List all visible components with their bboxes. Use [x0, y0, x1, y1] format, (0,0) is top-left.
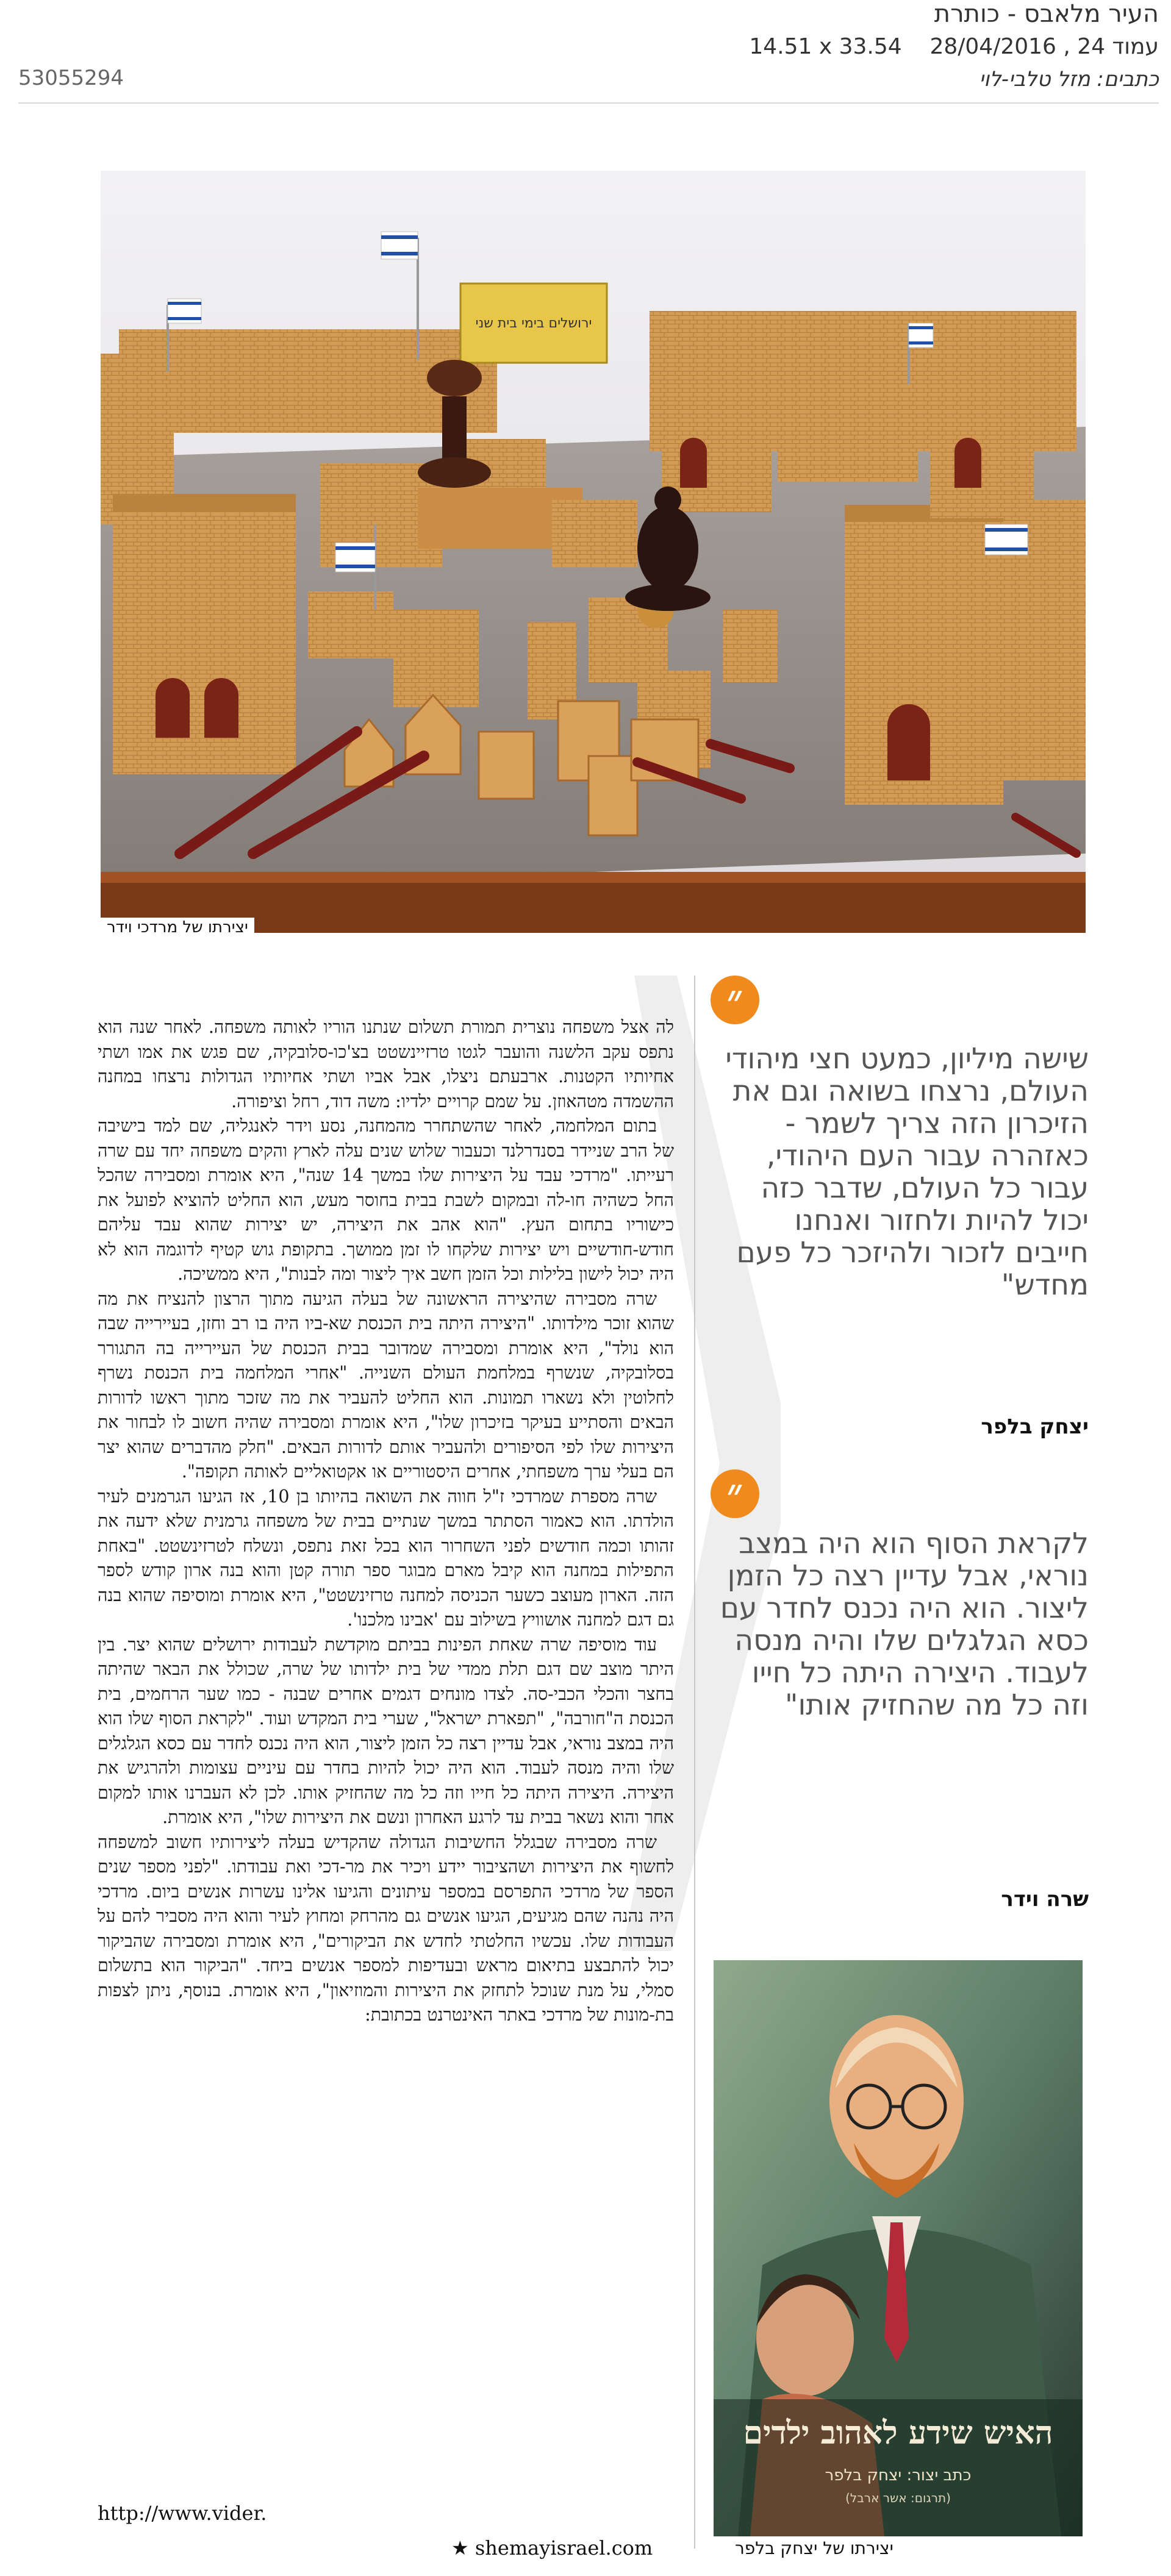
- book-subtitle-2: (תרגום: אשר ארבל): [845, 2491, 951, 2505]
- pull-quote-author: שרה וידר: [1001, 1887, 1089, 1911]
- paragraph: בתום המלחמה, לאחר שהשתחרר מהמחנה, נסע וידר לאנגליה, שם למד בישיבה של הרב שניידר בסנדרלנד וכעבור שלוש שנים עלה לארץ והקים משפחה יחד עם שרה רעייתו. "מרדכי עבד על היצירות שלו במשך 14 שנה", היא אומרת ומסבירה שהכל החל כשהיה חו-לה ובמקום לשבת בבית בחוסר מעש, הוא החליט להוציא לפועל את כישוריו בתחום העץ. "הוא אהב את היצירה, יש יצירות שהוא עבד עליהם חודש-חודשיים ויש יצירות שלקחו לו זמן ממושך. בתקופת גוש קטיף לדוגמה הוא לא היה יכול לישון בלילות וכל הזמן חשב איך ליצור ומה לבנות", היא ממשיכה.: [98, 1116, 674, 1284]
- book-caption: יצירתו של יצחק בלפר: [735, 2538, 893, 2558]
- paragraph: לה אצל משפחה נוצרית תמורת תשלום שנתנו הוריו לאותה משפחה. לאחר שנה הוא נתפס עקב הלשנה והועבר לגטו טרזיינשטט בצ'כו-סלובקיה, שם פגש את אמו ושתי אחיותיו הקטנות. ארבעתם ניצלו, אבל אביו ושתי אחיותיו הגדולות נרצחו במחנה ההשמדה מטהאוזן. על שמם קרויים ילדיו: משה דוד, רחל וציפורה.: [98, 1017, 674, 1111]
- source-site: ★ shemayisrael.com: [451, 2536, 653, 2560]
- page-and-date: [749, 34, 1159, 59]
- header-divider: [18, 102, 1159, 104]
- paragraph: עוד מוסיפה שרה שאחת הפינות בביתם מוקדשת לעבודות ירושלים שהוא יצר. בין היתר מוצב שם דגם תלת ממדי של בית ילדותו של שרה, שכולל את הבאר שהיתה בחצר והכלי הכבי-סה. לצדו מונחים דגמים אחרים שבנה - כמו שער הרחמים, בית הכנסת ה"חורבה", "תפארת ישראל", שערי בית המקדש ועוד. "לקראת הסוף שלו הוא היה במצב נוראי, אבל עדיין רצה כל הזמן ליצור, הוא היה נכנס לחדר עם כסא הגלגלים שלו והיה מנסה לעבוד. הוא היה יכול להיות בחדר עם עיניים עצומות ולהרגיש את היצירה. היצירה היתה כל חייו וזה כל מה שהחזיק אותו. לכן לא העברנו אותו למקום אחר והוא נשאר בבית עד לרגע האחרון ונשם את היצירות שלו", היא אומרת.: [98, 1634, 674, 1827]
- pull-quote-text: לקראת הסוף הוא היה במצב נוראי, אבל עדיין רצה כל הזמן ליצור. הוא היה נכנס לחדר עם כסא הגלגלים שלו והיה מנסה לעבוד. היצירה היתה כל חייו וזה כל מה שהחזיק אותו": [720, 1527, 1089, 1722]
- book-cover-image: [714, 1960, 1083, 2536]
- book-title: האיש שידע לאהוב ילדים: [743, 2414, 1053, 2452]
- photo-caption: יצירתו של מרדכי וידר: [101, 918, 254, 937]
- website-url[interactable]: http://www.vider.: [98, 2502, 267, 2525]
- reporters: כתבים: מזל טלבי-לוי: [979, 67, 1159, 91]
- page-date: עמוד 24 , 28/04/2016: [929, 34, 1159, 59]
- quote-mark-icon: ״: [711, 976, 759, 1024]
- doc-id: 53055294: [18, 66, 124, 90]
- paragraph: שרה מסבירה שבגלל החשיבות הגדולה שהקדיש בעלה ליצירותיו חשוב למשפחה לחשוף את היצירות ושהציבור יידע ויכיר את מר-דכי ואת עבודתו. "לפני מספר שנים הספר של מרדכי התפרסם במספר עיתונים והגיעו אלינו עשרות אנשים ביום. מרדכי היה נהנה שהם מגיעים, הגיעו אנשים גם מהרחק ומחוץ לעיר והוא היה מסביר להם על העבודות שלו. עכשיו החלטתי לחדש את הביקורים", היא אומרת ומסבירה שהביקור יכול להתבצע בתיאום מראש ובעדיפות למספר אנשים ביחד. "הביקור הוא בתשלום סמלי, על מנת שנוכל לתחזק את היצירות והמוזיאון", היא אומרת. בנוסף, ניתן לצפות בת-מונות של מרדכי באתר האינטרנט בכתובת:: [98, 1832, 674, 2025]
- pull-quote-author: יצחק בלפר: [981, 1415, 1089, 1439]
- paragraph: שרה מספרת שמרדכי ז"ל חווה את השואה בהיותו בן 10, אז הגיעו הגרמנים לעיר הולדתו. הוא כאמור הסתתר במשך שנתיים בבית של משפחה גרמנית שלא ידעה את זהותו וכמה חודשים לפני השחרור הוא בכל זאת נתפס, ונשלח לטרזינשטט. "באחת התפילות במחנה הוא קיבל מארם מבוגר ספר תורה קטן והוא בנה ארון קודש לספר הזה. הארון מעוצב כשער הכניסה למחנה טרזינשטט", היא אומרת ומוסיפה שהוא בנה גם דגם למחנה אושוויץ בשילוב עם 'אבינו מלכנו'.: [98, 1486, 674, 1630]
- column-divider: [694, 976, 695, 2549]
- quote-mark-icon: ״: [711, 1469, 759, 1518]
- model-sign-text: ירושלים בימי בית שני: [475, 315, 592, 331]
- clipping-header: [0, 0, 1171, 110]
- article-body: [98, 1015, 674, 2564]
- book-subtitle: כתב יצור: יצחק בלפר: [825, 2466, 972, 2485]
- paragraph: שרה מסבירה שהיצירה הראשונה של בעלה הגיעה מתוך הרצון להנציח את מה שהוא זוכר מילדותו. "היצירה היתה בית הכנסת שא-ביו היה בו רב וחזן, בעיירייה שבה הוא נולד", היא אומרת ומסבירה שמדובר בבית הכנסת של העיירייה בה התגורר בסלובקיה, שנשרף במלחמת העולם השנייה. "אחרי המלחמה בית הכנסת נשרף לחלוטין ולא נשארו תמונות. הוא החליט להעביר את מה שזכר מתוך ראשו לדורות הבאים והסתייע בעיקר בזיכרון שלו", היא אומרת ומסבירה שהיה חשוב לו לבחור את היצירות שלו לפי הסיפורים ולהעביר אותם לדורות הבאים. "חלק מהדברים שהוא יצר הם בעלי ערך משפחתי, אחרים היסטוריים או אקטואליים לאותה תקופה".: [98, 1288, 674, 1482]
- wooden-jerusalem-model-photo: [101, 171, 1086, 933]
- clipping-size: 14.51 x 33.54: [749, 34, 902, 59]
- pull-quote-text: שישה מיליון, כמעט חצי מיהודי העולם, נרצחו בשואה וגם את הזיכרון הזה צריך לשמר - כאזהרה עבור העם היהודי, עבור כל העולם, שדבר כזה יכול להיות ולחזור ואנחנו חייבים לזכור ולהיזכר כל פעם מחדש": [725, 1042, 1089, 1302]
- source-title: העיר מלאבס - כותרת: [934, 0, 1159, 28]
